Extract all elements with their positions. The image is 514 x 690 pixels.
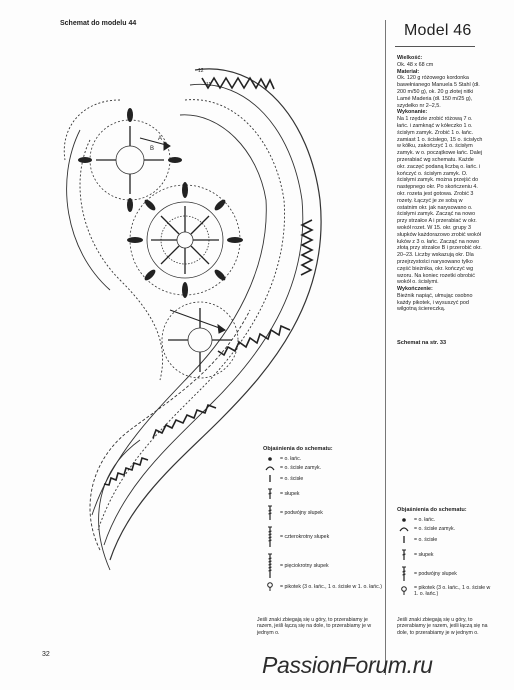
legend-item [397,549,493,561]
legend-item-text: = o. ścisłe zamyk. [280,465,322,471]
legend-item-text: = o. ścisłe [280,475,304,482]
legend-item [263,553,383,579]
legend-item-text: = podwójny słupek [414,571,457,577]
legend-main [263,446,383,593]
schema-header: Schemat do modelu 44 [60,20,137,27]
bar-symbol-icon [263,474,277,483]
legend-item [397,526,493,532]
legend-item-text: = o. łańc. [280,456,302,462]
watermark-logo: PassionForum.ru [262,652,433,678]
arrow-label-b: B [150,146,155,152]
legend-item [263,505,383,521]
size-text: Ok. 48 x 68 cm [397,61,434,68]
legend-item-text: = pikotek (3 o. łańc., 1 o. ścisłe w 1. o. łańc.) [280,584,382,590]
legend-item [263,474,383,483]
legend-note: Jeśli znaki zbiegają się u góry, to przerabiamy je razem, jeśli łączą się na dole, to przerabiamy je w jednym o. [257,617,372,636]
legend-item-text: = pikotek (3 o. łańc., 1 o. ścisłe w 1. o. łańc.) [414,585,491,597]
legend-item [397,566,493,582]
arc-symbol-icon [263,465,277,471]
legend-item [263,582,383,592]
legend-item-text: = słupek [280,491,300,497]
legend-item-text: = o. łańc. [414,517,436,523]
dot-symbol-icon [263,456,277,462]
execution-text: Na 1 rzędzie zrobić różową 7 o. łańc. i zamknąć w kółeczko 1 o. ścisłym zamyk. Zrobić 1 o. łańc. zamiast 1 o. ścisłego, 15 o. ścisłych w kółku, zakończyć 1 o. ścisłym zamyk. w o. początkowe łańc. Dalej przerabiać wg schematu. Każde okr. zaczęć podaną liczbą o. łańc. i kończyć o. ścisłym zamyk. O. ścisłymi zamyk. można przejść do następnego okr. Po skończeniu 4. okr. rozeta jest gotowa. Zrobić 3 rozety. Łączyć je ze sobą w ostatnim okr. jak narysowano o. ścisłymi zamyk. Zacząć na nowo przy strzałce A i przerabiać w okr. wokół rozet. W 15. okr. grupy 3 słupków każdorazowo zrobić wokół łuków z 3 o. łańc. Zacząć na nowo złotą przy strzałce B i przerobić okr. 20–23. Liczby wskazują okr. Dla przejrzystości narysowano tylko część bieżnika, okr. kończyć wg wzoru. Na koniec rozetki obrobić wokół o. ścisłymi. [397,116,483,286]
legend-item [263,456,383,462]
legend-item-text: = podwójny słupek [280,510,323,516]
dot-symbol-icon [397,517,411,523]
page-number: 32 [42,651,50,658]
picot-symbol-icon [397,586,411,596]
material-label: Materiał: [397,68,420,75]
legend-item-text: = czterokrotny słupek [280,534,330,540]
stitch4-symbol-icon [263,526,277,548]
stitch5-symbol-icon [263,553,277,579]
legend-item [397,585,493,597]
legend-item-text: = o. ścisłe zamyk. [414,526,456,532]
legend-item [263,488,383,500]
legend-item-text: = pięciokrotny słupek [280,563,329,569]
finish-text: Bieżnik napiąć, ułmując osobno każdy pikotek, i wysuszyć pod wilgotną ściereczką. [397,292,473,313]
arrow-label-a: A [158,136,163,142]
finish-label: Wykończenie: [397,286,433,293]
legend-item [263,465,383,471]
model-title: Model 46 [404,22,472,39]
stitch2-symbol-icon [397,566,411,582]
stitch1-symbol-icon [263,488,277,500]
legend-item [263,526,383,548]
bar-symbol-icon [397,535,411,544]
model-description [397,55,483,313]
schema-page-ref: Schemat na str. 33 [397,340,447,346]
size-label: Wielkość: [397,55,423,61]
legend-item [397,517,493,523]
legend-item [397,535,493,544]
stitch2-symbol-icon [263,505,277,521]
legend-item-text: = słupek [414,552,434,558]
material-text: Ok. 120 g różowego kordonka bawełnianego Manuela 5 Stahl (dł. 200 m/50 g), ok. 20 g złotej nitki Lamé Maderia (dł. 150 m/25 g), szydełko nr 2–2,5. [397,75,480,109]
legend-item-text: = o. ścisłe [414,536,438,543]
legend-title: Objaśnienia do schematu: [263,446,333,452]
stitch1-symbol-icon [397,549,411,561]
row-label-12: 12 [198,68,204,74]
title-rule [395,46,475,47]
legend-note: Jeśli znaki zbiegają się u góry, to przerabiamy je razem, jeśli łączą się na dole, to przerabiamy je w jednym o. [397,617,488,636]
legend-title: Objaśnienia do schematu: [397,507,467,513]
execution-label: Wykonanie: [397,109,428,116]
row-label-11: 11 [206,82,212,88]
legend-side [397,507,493,598]
arc-symbol-icon [397,526,411,532]
picot-symbol-icon [263,582,277,592]
